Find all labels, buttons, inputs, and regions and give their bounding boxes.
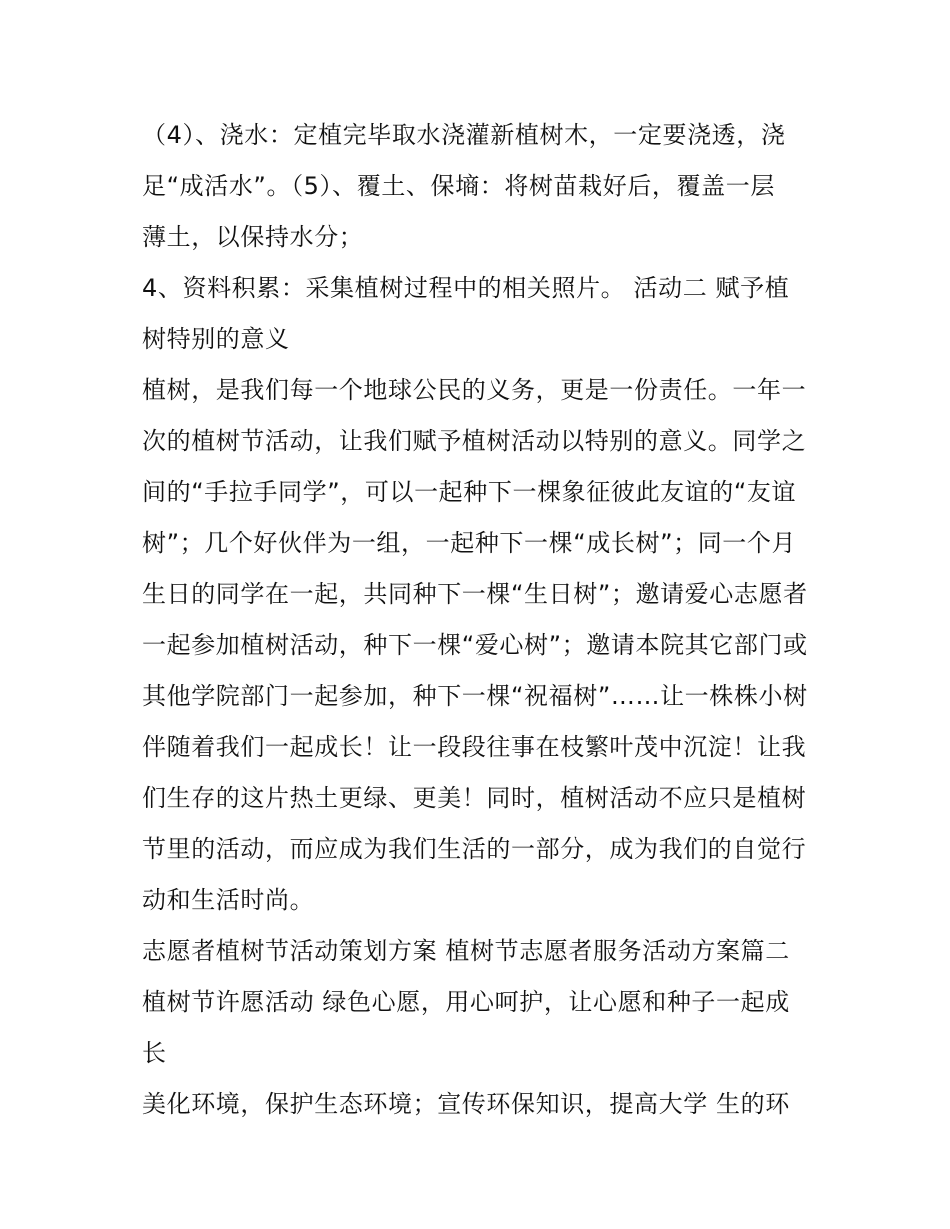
text-line: 长 — [142, 1039, 167, 1067]
text-line: 伴随着我们一起成长！让一段段往事在枝繁叶茂中沉淀！让我 — [142, 733, 807, 761]
text-line: 间的“手拉手同学”，可以一起种下一棵象征彼此友谊的“友谊 — [142, 478, 797, 506]
text-line: 其他学院部门一起参加，种下一棵“祝福树”……让一株株小树 — [142, 682, 808, 710]
text-line: 树”；几个好伙伴为一组，一起种下一棵“成长树”；同一个月 — [142, 529, 797, 557]
text-line: 树特别的意义 — [142, 325, 290, 353]
text-line: 4、资料积累：采集植树过程中的相关照片。 活动二 赋予植 — [142, 274, 790, 302]
text-line: 植树节许愿活动 绿色心愿，用心呵护，让心愿和种子一起成 — [142, 988, 790, 1016]
text-line: 动和生活时尚。 — [142, 886, 315, 914]
text-line: 薄土，以保持水分； — [142, 223, 364, 251]
text-line: 植树，是我们每一个地球公民的义务，更是一份责任。一年一 — [142, 376, 807, 404]
text-line: 志愿者植树节活动策划方案 植树节志愿者服务活动方案篇二 — [142, 937, 790, 965]
text-line: 美化环境，保护生态环境；宣传环保知识，提高大学 生的环 — [142, 1090, 790, 1118]
text-line: 节里的活动，而应成为我们生活的一部分，成为我们的自觉行 — [142, 835, 807, 863]
body-text — [142, 110, 822, 1130]
text-line: 一起参加植树活动，种下一棵“爱心树”；邀请本院其它部门或 — [142, 631, 808, 659]
text-line: 次的植树节活动，让我们赋予植树活动以特别的意义。同学之 — [142, 427, 807, 455]
text-line: （4）、浇水：定植完毕取水浇灌新植树木，一定要浇透，浇 — [142, 121, 786, 149]
text-line: 足“成活水”。（5）、覆土、保墒：将树苗栽好后，覆盖一层 — [142, 172, 775, 200]
text-line: 们生存的这片热土更绿、更美！同时，植树活动不应只是植树 — [142, 784, 807, 812]
text-line: 生日的同学在一起，共同种下一棵“生日树”；邀请爱心志愿者 — [142, 580, 808, 608]
